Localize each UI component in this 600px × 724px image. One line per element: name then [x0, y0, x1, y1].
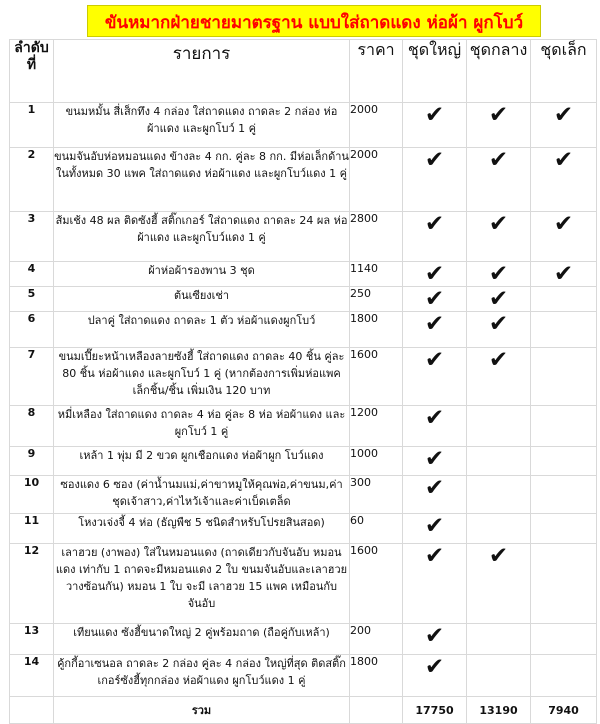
row-number: 5 [10, 287, 54, 312]
row-number: 4 [10, 262, 54, 287]
row-price: 300 [350, 476, 403, 514]
row-number: 3 [10, 212, 54, 262]
check-icon: ✔ [424, 261, 445, 287]
check-cell-large [403, 212, 467, 262]
row-number: 9 [10, 447, 54, 476]
row-item: ขนมหมั้น สี่เส็กทึง 4 กล่อง ใส่ถาดแดง ถาดละ 2 กล่อง ห่อผ้าแดง และผูกโบว์ 1 คู่ [54, 103, 350, 148]
total-large: 17750 [403, 697, 467, 724]
check-cell-large [403, 514, 467, 544]
header-row [10, 40, 597, 103]
table-row [10, 655, 597, 697]
check-cell-small [531, 348, 597, 406]
row-price: 1600 [350, 348, 403, 406]
check-icon: ✔ [488, 543, 509, 569]
table-row [10, 624, 597, 655]
check-icon: ✔ [424, 543, 445, 569]
page-title: ขันหมากฝ่ายชายมาตรฐาน แบบใส่ถาดแดง ห่อผ้า ผูกโบว์ [104, 13, 524, 33]
row-number: 8 [10, 406, 54, 447]
row-number: 6 [10, 312, 54, 348]
check-icon: ✔ [424, 475, 445, 501]
check-cell-large [403, 476, 467, 514]
total-blank [10, 697, 54, 724]
check-cell-large [403, 148, 467, 212]
check-icon: ✔ [553, 102, 574, 128]
table-row [10, 312, 597, 348]
row-item: เลาฮวย (งาพอง) ใส่ในหมอนแดง (ถาดเดียวกับจันอับ หมอนแดง เท่ากับ 1 ถาดจะมีหมอนแดง 2 ใบ ขนมจันอับและเลาฮวยวางซ้อนกัน) หมอน 1 ใบ จะมี เลาฮวย 15 แพค เหมือนกับจันอับ [54, 544, 350, 624]
title-highlight [87, 5, 541, 37]
row-number: 11 [10, 514, 54, 544]
row-number: 12 [10, 544, 54, 624]
row-number: 14 [10, 655, 54, 697]
table-row [10, 212, 597, 262]
check-icon: ✔ [553, 261, 574, 287]
row-price: 200 [350, 624, 403, 655]
row-price: 1000 [350, 447, 403, 476]
check-icon: ✔ [424, 286, 445, 312]
check-icon: ✔ [488, 286, 509, 312]
check-cell-small [531, 624, 597, 655]
row-item: ส้มเช้ง 48 ผล ติดซังฮี้ สติ๊กเกอร์ ใส่ถาดแดง ถาดละ 24 ผล ห่อผ้าแดง และผูกโบว์แดง 1 คู่ [54, 212, 350, 262]
check-cell-medium [467, 624, 531, 655]
check-cell-large [403, 406, 467, 447]
check-icon: ✔ [424, 102, 445, 128]
check-icon: ✔ [424, 654, 445, 680]
row-number: 1 [10, 103, 54, 148]
check-icon: ✔ [424, 347, 445, 373]
row-item: เหล้า 1 พุ่ม มี 2 ขวด ผูกเชือกแดง ห่อผ้าผูก โบว์แดง [54, 447, 350, 476]
check-cell-medium [467, 262, 531, 287]
header-small: ชุดเล็ก [531, 40, 597, 103]
check-cell-large [403, 262, 467, 287]
check-cell-large [403, 447, 467, 476]
row-price: 1200 [350, 406, 403, 447]
row-number: 10 [10, 476, 54, 514]
check-cell-medium [467, 212, 531, 262]
check-icon: ✔ [424, 405, 445, 431]
check-icon: ✔ [424, 147, 445, 173]
row-item: ต้นเซียงเช่า [54, 287, 350, 312]
check-cell-small [531, 655, 597, 697]
check-cell-medium [467, 476, 531, 514]
check-icon: ✔ [424, 211, 445, 237]
check-cell-medium [467, 312, 531, 348]
check-icon: ✔ [488, 311, 509, 337]
check-cell-small [531, 544, 597, 624]
table-row [10, 148, 597, 212]
table-row [10, 287, 597, 312]
check-icon: ✔ [424, 513, 445, 539]
header-no: ลำดับที่ [10, 40, 54, 103]
check-cell-small [531, 406, 597, 447]
check-icon: ✔ [553, 147, 574, 173]
row-item: ขนมจันอับห่อหมอนแดง ข้างละ 4 กก. คู่ละ 8 กก. มีห่อเล็กด้านในทั้งหมด 30 แพค ใส่ถาดแดง ห่อผ้าแดง และผูกโบว์แดง 1 คู่ [54, 148, 350, 212]
row-item: โหงวเจ่งจี้ 4 ห่อ (ธัญพืช 5 ชนิดสำหรับโปรยสินสอด) [54, 514, 350, 544]
check-cell-medium [467, 148, 531, 212]
check-icon: ✔ [424, 446, 445, 472]
check-cell-small [531, 312, 597, 348]
table-row [10, 476, 597, 514]
check-icon: ✔ [424, 311, 445, 337]
check-cell-large [403, 287, 467, 312]
check-cell-large [403, 624, 467, 655]
check-cell-large [403, 103, 467, 148]
row-price: 60 [350, 514, 403, 544]
check-cell-small [531, 103, 597, 148]
table-row [10, 447, 597, 476]
check-cell-medium [467, 447, 531, 476]
check-cell-small [531, 262, 597, 287]
check-cell-small [531, 447, 597, 476]
row-item: ขนมเปี๊ยะหน้าเหลืองลายซังฮี้ ใส่ถาดแดง ถาดละ 40 ชิ้น คู่ละ 80 ชิ้น ห่อผ้าแดง และผูกโบว์ 1 คู่ (หากต้องการเพิ่มห่อแพคเล็กชิ้น/ชิ้น เพิ่มเงิน 120 บาท [54, 348, 350, 406]
row-number: 13 [10, 624, 54, 655]
table-row [10, 103, 597, 148]
header-large: ชุดใหญ่ [403, 40, 467, 103]
check-cell-small [531, 148, 597, 212]
table-row [10, 514, 597, 544]
check-cell-medium [467, 103, 531, 148]
check-icon: ✔ [488, 261, 509, 287]
check-cell-small [531, 514, 597, 544]
total-price-blank [350, 697, 403, 724]
header-medium: ชุดกลาง [467, 40, 531, 103]
row-item: ปลาคู่ ใส่ถาดแดง ถาดละ 1 ตัว ห่อผ้าแดงผูกโบว์ [54, 312, 350, 348]
total-row [10, 697, 597, 724]
check-cell-large [403, 544, 467, 624]
check-icon: ✔ [488, 147, 509, 173]
check-cell-large [403, 655, 467, 697]
check-cell-medium [467, 348, 531, 406]
total-small: 7940 [531, 697, 597, 724]
row-price: 2000 [350, 148, 403, 212]
check-cell-small [531, 287, 597, 312]
check-cell-medium [467, 406, 531, 447]
title-bar [9, 5, 596, 39]
check-cell-medium [467, 514, 531, 544]
row-item: ผ้าห่อผ้ารองพาน 3 ชุด [54, 262, 350, 287]
check-cell-medium [467, 544, 531, 624]
table-row [10, 262, 597, 287]
check-cell-large [403, 348, 467, 406]
check-icon: ✔ [488, 102, 509, 128]
row-price: 1140 [350, 262, 403, 287]
row-price: 1800 [350, 655, 403, 697]
table-row [10, 348, 597, 406]
header-price: ราคา [350, 40, 403, 103]
check-icon: ✔ [488, 347, 509, 373]
check-cell-medium [467, 655, 531, 697]
package-table [9, 39, 597, 724]
row-price: 1800 [350, 312, 403, 348]
table-row [10, 544, 597, 624]
total-medium: 13190 [467, 697, 531, 724]
row-number: 7 [10, 348, 54, 406]
row-price: 1600 [350, 544, 403, 624]
row-item: หมี่เหลือง ใส่ถาดแดง ถาดละ 4 ห่อ คู่ละ 8 ห่อ ห่อผ้าแดง และผูกโบว์ 1 คู่ [54, 406, 350, 447]
row-number: 2 [10, 148, 54, 212]
check-icon: ✔ [424, 623, 445, 649]
row-item: เทียนแดง ซังฮี้ขนาดใหญ่ 2 คู่พร้อมถาด (ถือคู่กับเหล้า) [54, 624, 350, 655]
check-cell-large [403, 312, 467, 348]
total-label: รวม [54, 697, 350, 724]
check-icon: ✔ [553, 211, 574, 237]
header-item: รายการ [54, 40, 350, 103]
row-item: ซองแดง 6 ซอง (ค่าน้ำนมแม่,ค่าขาหมูให้คุณพ่อ,ค่าขนม,ค่าชุดเจ้าสาว,ค่าไหว้เจ้าและค่าเบ็ดเตล็ด [54, 476, 350, 514]
row-price: 2000 [350, 103, 403, 148]
row-item: คู้กกี้อาเซนอล ถาดละ 2 กล่อง คู่ละ 4 กล่อง ใหญ่ที่สุด ติดสติ๊กเกอร์ซังฮี้ทุกกล่อง ห่อผ้าแดง ผูกโบว์แดง 1 คู่ [54, 655, 350, 697]
check-cell-small [531, 212, 597, 262]
row-price: 2800 [350, 212, 403, 262]
check-cell-small [531, 476, 597, 514]
row-price: 250 [350, 287, 403, 312]
table-row [10, 406, 597, 447]
check-icon: ✔ [488, 211, 509, 237]
check-cell-medium [467, 287, 531, 312]
